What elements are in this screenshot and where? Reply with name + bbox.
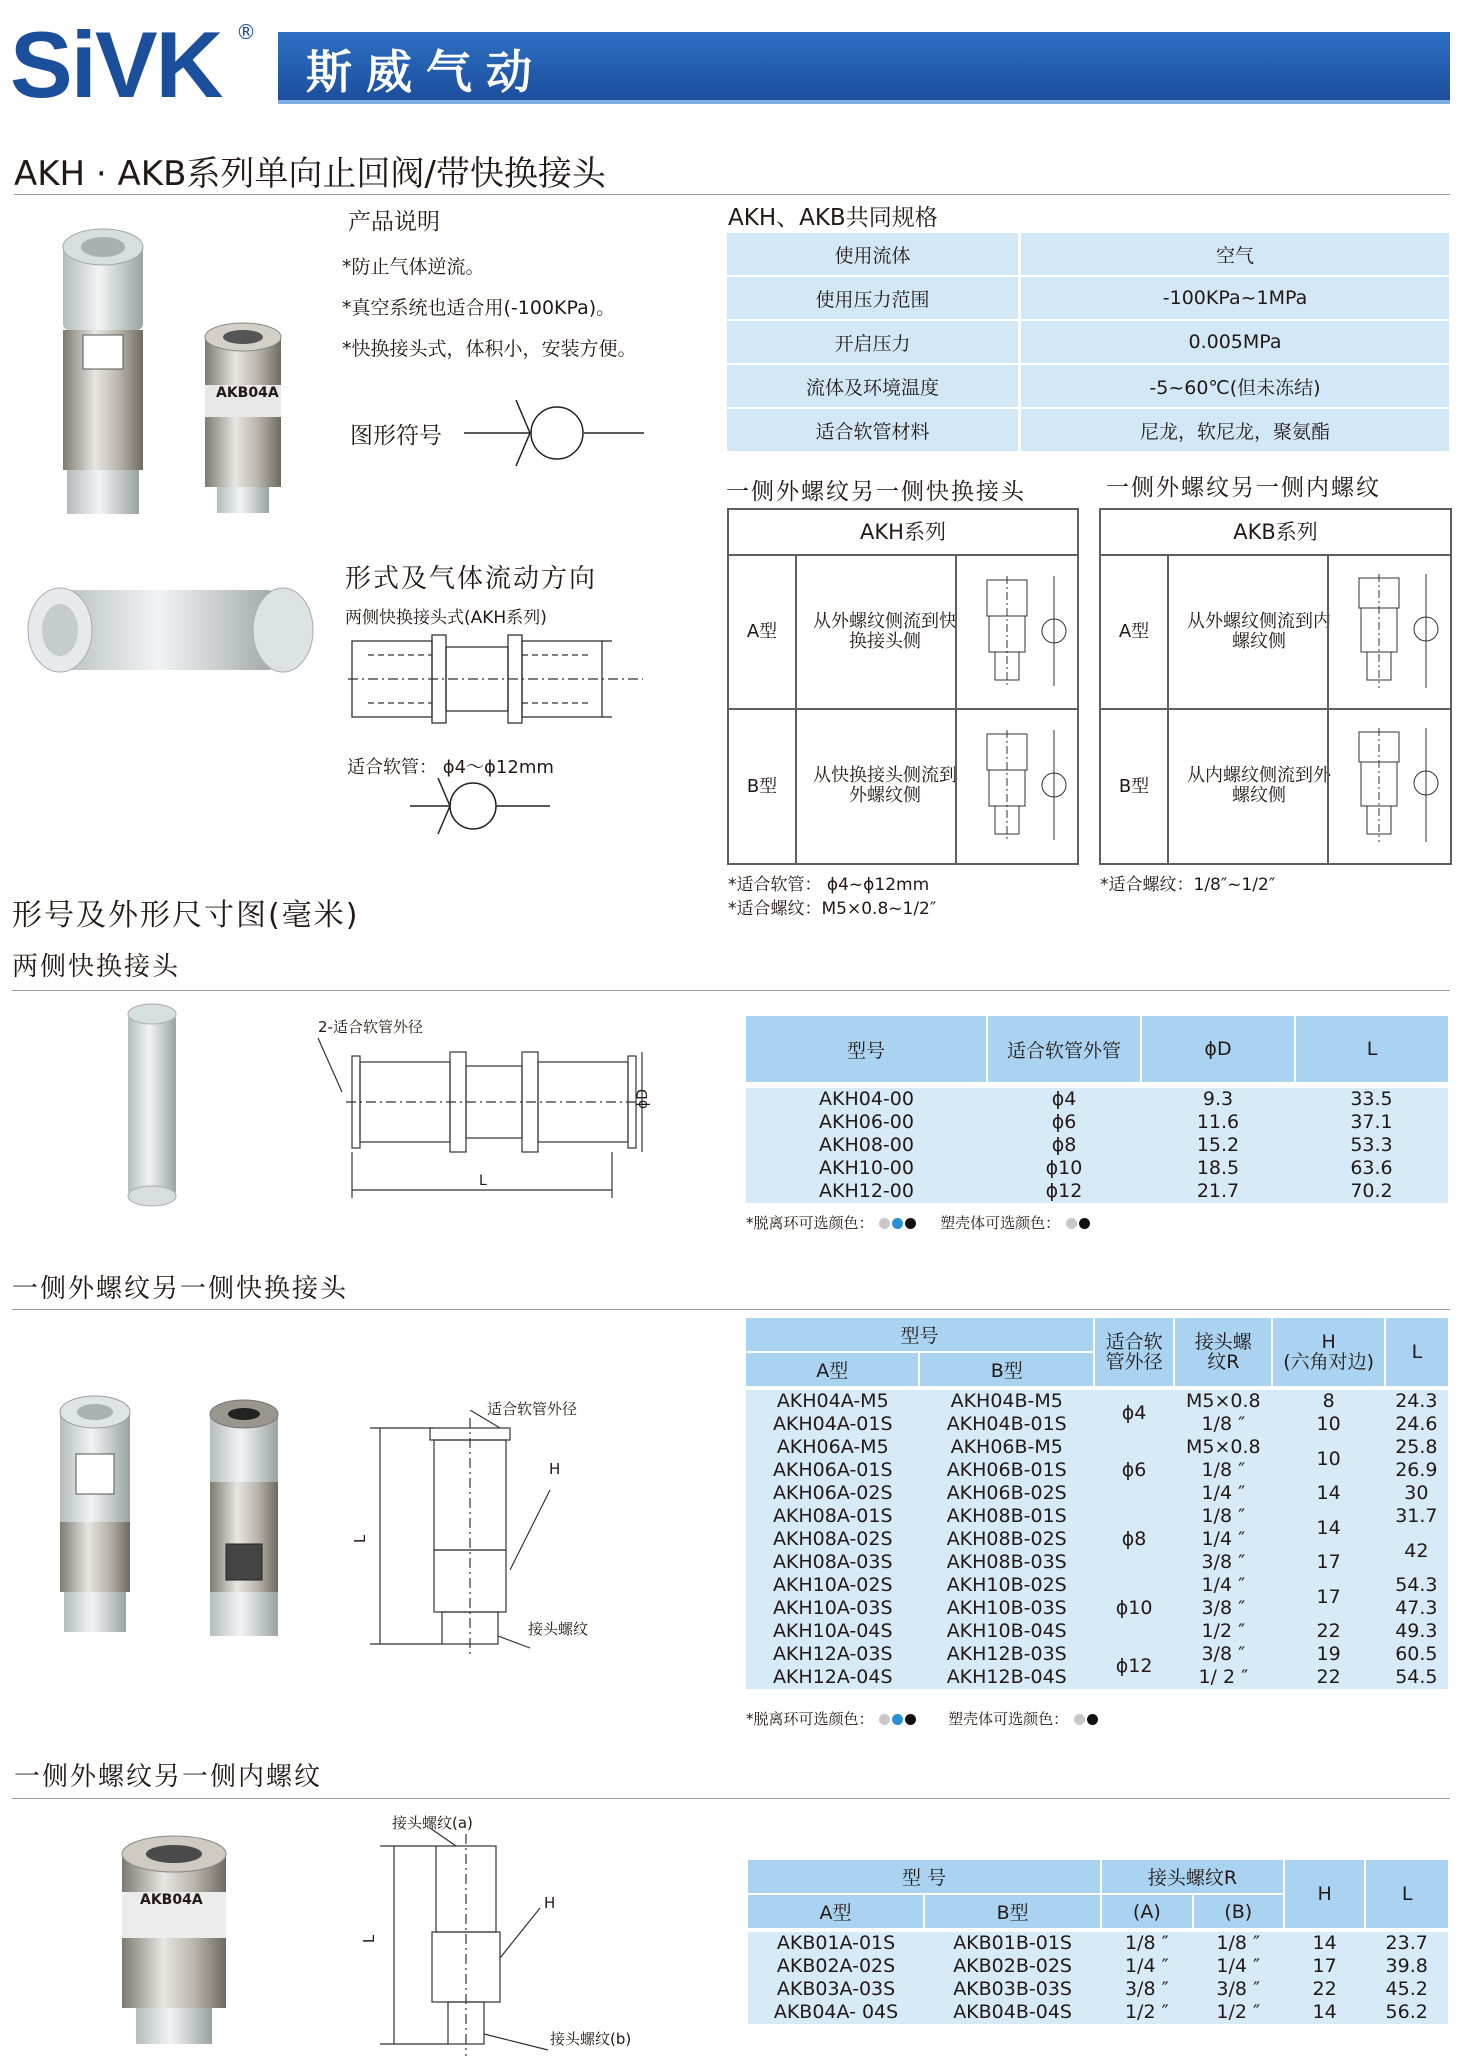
divider [12,1309,1450,1310]
cell: AKB04A- 04S [748,2001,924,2024]
akh-type-a: A型 [729,556,797,708]
cell: AKH12-00 [746,1180,987,1203]
page-title: AKH · AKB系列单向止回阀/带快换接头 [14,154,606,194]
akh-type-a-row [729,556,1077,710]
table-row [746,1111,1448,1134]
col-header: 型 号 [748,1860,1101,1894]
akb-type-b-desc: 从内螺纹侧流到外螺纹侧 [1187,765,1331,806]
cell: AKH06B-02S [919,1482,1093,1505]
cell: 31.7 [1385,1505,1448,1528]
s3-product-label: AKB04A [140,1892,203,1908]
col-header: B型 [919,1352,1093,1386]
black-dot-icon [905,1218,916,1229]
cell: AKH06B-M5 [919,1436,1093,1459]
spec-row [727,233,1449,276]
cell: 70.2 [1295,1180,1448,1203]
spec-key: 流体及环境温度 [727,364,1020,408]
cell: 37.1 [1295,1111,1448,1134]
akb-type-b-row [1101,710,1450,863]
spec-value: 空气 [1020,233,1449,276]
cell: ϕ6 [987,1111,1141,1134]
spec-row [727,276,1449,320]
cell: 60.5 [1385,1643,1448,1666]
cell: ϕ4 [987,1088,1141,1111]
cell: 1/8 ″ [1174,1413,1272,1436]
cell: 1/8 ″ [1174,1505,1272,1528]
cell: AKH08A-01S [746,1505,919,1528]
gray-dot-icon [1066,1218,1077,1229]
cell: AKB04B-04S [924,2001,1101,2024]
spec-row [727,408,1449,452]
cell: AKH04B-M5 [919,1390,1093,1413]
cell: 1/8 ″ [1101,1932,1192,1955]
akb-type-a-row [1101,556,1450,710]
section1-heading: 两侧快换接头 [12,952,181,982]
cell: 10 [1272,1436,1384,1482]
cell: 17 [1272,1574,1384,1620]
akh-type-b-desc: 从快换接头侧流到外螺纹侧 [813,765,957,806]
cell: 14 [1272,1505,1384,1551]
cell: 1/4 ″ [1101,1955,1192,1978]
black-dot-icon [905,1714,916,1725]
akh-type-b: B型 [729,710,797,863]
akh-series-title: AKH系列 [729,510,1077,556]
akh-type-b-row [729,710,1077,863]
cell: 10 [1272,1413,1384,1436]
cell: 17 [1272,1551,1384,1574]
common-spec-heading: AKH、AKB共同规格 [728,205,938,231]
color-note-label: 塑壳体可选颜色： [948,1710,1069,1728]
cell: AKH12B-04S [919,1666,1093,1689]
flow-symbol [410,778,550,834]
blue-dot-icon [892,1714,903,1725]
cell: M5×0.8 [1174,1436,1272,1459]
blue-dot-icon [892,1218,903,1229]
registered-mark: ® [236,20,256,44]
s2-dim-thread: 接头螺纹 [528,1620,589,1638]
cell: AKH10-00 [746,1157,987,1180]
cell: 1/4 ″ [1174,1528,1272,1551]
s3-dim-a: 接头螺纹(a) [392,1814,473,1832]
color-note-label: *脱离环可选颜色： [746,1214,874,1232]
cell: 56.2 [1365,2001,1448,2024]
spec-value: 尼龙，软尼龙，聚氨酯 [1020,408,1449,452]
spec-key: 使用流体 [727,233,1020,276]
cell: 1/2 ″ [1174,1620,1272,1643]
cell: 9.3 [1141,1088,1295,1111]
s1-dim-l: L [479,1173,487,1189]
cell: 33.5 [1295,1088,1448,1111]
spec-key: 开启压力 [727,320,1020,364]
spec-value: 0.005MPa [1020,320,1449,364]
section3-heading: 一侧外螺纹另一侧内螺纹 [14,1762,323,1792]
gray-dot-icon [879,1714,890,1725]
table-row [746,1436,1448,1459]
dimensions-heading: 形号及外形尺寸图(毫米) [12,898,360,933]
product-photo-inline [25,560,315,700]
akb-type-a: A型 [1101,556,1169,708]
cell: 1/2 ″ [1101,2001,1192,2024]
cell: AKH12B-03S [919,1643,1093,1666]
cell: 22 [1272,1620,1384,1643]
cell: AKH10B-03S [919,1597,1093,1620]
cell: 11.6 [1141,1111,1295,1134]
cell: 53.3 [1295,1134,1448,1157]
section1-table [746,1016,1448,1203]
table-row [748,2001,1448,2024]
cell: AKH04A-M5 [746,1390,919,1413]
akh-notes [728,873,936,921]
cell: AKH10A-04S [746,1620,919,1643]
gray-dot-icon [879,1218,890,1229]
spec-value: -100KPa~1MPa [1020,276,1449,320]
cell: AKB01B-01S [924,1932,1101,1955]
col-header: L [1365,1860,1448,1928]
cell: AKH06A-02S [746,1482,919,1505]
col-header: L [1385,1318,1448,1386]
cell: 3/8 ″ [1174,1643,1272,1666]
brand-chinese-name: 斯威气动 [306,45,546,99]
cell: AKH08B-02S [919,1528,1093,1551]
table-row [746,1505,1448,1528]
s1-dim-label: 2-适合软管外径 [318,1018,423,1036]
s3-dim-l: L [360,1934,379,1944]
col-header: (A) [1101,1894,1192,1928]
cell: 3/8 ″ [1101,1978,1192,2001]
s1-color-note [746,1212,1091,1233]
product-heading: 产品说明 [348,209,440,235]
cell: AKB03A-03S [748,1978,924,2001]
flow-subheading: 两侧快换接头式(AKH系列) [345,608,547,628]
brand-logo: SiVK [10,12,222,117]
col-header: 型号 [746,1318,1094,1352]
cell: ϕ4 [1094,1390,1174,1436]
cell: 19 [1272,1643,1384,1666]
section2-heading: 一侧外螺纹另一侧快换接头 [12,1274,349,1304]
black-dot-icon [1087,1714,1098,1725]
cell: 39.8 [1365,1955,1448,1978]
cell: 21.7 [1141,1180,1295,1203]
table-row [746,1134,1448,1157]
thread-header-text: 接头螺纹R [1194,1331,1252,1373]
akh-a-diagram [969,576,1077,688]
cell: 18.5 [1141,1157,1295,1180]
cell: 17 [1284,1955,1365,1978]
cell: 14 [1284,1932,1365,1955]
cell: AKH10A-03S [746,1597,919,1620]
col-header: A型 [748,1894,924,1928]
cell: 1/4 ″ [1174,1574,1272,1597]
s3-dim-h: H [544,1894,556,1912]
cell: AKH12A-03S [746,1643,919,1666]
akh-type-a-desc: 从外螺纹侧流到快换接头侧 [813,611,957,652]
table-row [746,1088,1448,1111]
akh-b-diagram [969,730,1077,842]
cell: AKH06A-M5 [746,1436,919,1459]
cell: AKH10B-04S [919,1620,1093,1643]
section1-photo [120,1000,200,1210]
cell: 26.9 [1385,1459,1448,1482]
table-row [746,1180,1448,1203]
cell: AKH08B-01S [919,1505,1093,1528]
gray-dot-icon [1074,1714,1085,1725]
cell: AKH08-00 [746,1134,987,1157]
col-header: (B) [1193,1894,1284,1928]
col-header: 型号 [746,1016,987,1082]
section2-table [746,1318,1448,1689]
cell: 24.3 [1385,1390,1448,1413]
cell: 1/4 ″ [1174,1482,1272,1505]
s3-dim-b: 接头螺纹(b) [550,2030,632,2048]
divider [12,990,1450,991]
bullet: *防止气体逆流。 [342,256,485,278]
section3-drawing [370,1828,600,2060]
s2-dim-h: H [549,1460,561,1478]
cell: 49.3 [1385,1620,1448,1643]
cell: AKH04A-01S [746,1413,919,1436]
col-header: L [1295,1016,1448,1082]
spec-row [727,364,1449,408]
symbol-label: 图形符号 [350,423,442,449]
akb-type-heading: 一侧外螺纹另一侧内螺纹 [1106,475,1381,501]
cell: AKH10B-02S [919,1574,1093,1597]
col-header: H (六角对边) [1272,1318,1384,1386]
divider [14,194,1450,195]
cell: AKH08A-03S [746,1551,919,1574]
cell: 30 [1385,1482,1448,1505]
tube-header-text: 适合软管外径 [1105,1331,1163,1373]
cell: 1/2 ″ [1193,2001,1284,2024]
akb-note: *适合螺纹：1/8″~1/2″ [1100,875,1276,895]
cell: 24.6 [1385,1413,1448,1436]
akb-type-a-desc: 从外螺纹侧流到内螺纹侧 [1187,611,1331,652]
section2-drawing [360,1410,590,1660]
col-header: 适合软管外管 [987,1016,1141,1082]
cell: 45.2 [1365,1978,1448,2001]
col-header: 接头螺纹R [1101,1860,1284,1894]
cell: 63.6 [1295,1157,1448,1180]
s2-color-note [746,1708,1099,1729]
table-row [748,1978,1448,2001]
cell: 1/4 ″ [1193,1955,1284,1978]
col-header: B型 [924,1894,1101,1928]
check-valve-symbol [464,400,644,470]
spec-value: -5~60℃(但未冻结) [1020,364,1449,408]
cell: AKB01A-01S [748,1932,924,1955]
flow-diagram [348,625,653,735]
cell: 1/ 2 ″ [1174,1666,1272,1689]
cell: 8 [1272,1390,1384,1413]
akh-note: *适合软管： ϕ4~ϕ12mm [728,875,930,895]
bullet: *快换接头式，体积小，安装方便。 [342,338,637,360]
cell: AKH08A-02S [746,1528,919,1551]
col-header [1174,1318,1272,1386]
cell: ϕ6 [1094,1436,1174,1505]
cell: ϕ8 [1094,1505,1174,1574]
col-header: H [1284,1860,1365,1928]
cell: AKH04-00 [746,1088,987,1111]
s2-dim-tube: 适合软管外径 [487,1400,578,1418]
section3-table [748,1860,1448,2024]
cell: M5×0.8 [1174,1390,1272,1413]
spec-row [727,320,1449,364]
cell: 3/8 ″ [1174,1551,1272,1574]
black-dot-icon [1079,1218,1090,1229]
cell: AKB02B-02S [924,1955,1101,1978]
cell: 25.8 [1385,1436,1448,1459]
cell: ϕ10 [1094,1574,1174,1643]
table-row [746,1643,1448,1666]
table-row [746,1574,1448,1597]
cell: ϕ12 [1094,1643,1174,1689]
akh-type-heading: 一侧外螺纹另一侧快换接头 [726,479,1026,505]
product-bullets [342,247,637,370]
section2-photo [50,1388,300,1638]
cell: AKH04B-01S [919,1413,1093,1436]
cell: AKH06B-01S [919,1459,1093,1482]
cell: 23.7 [1365,1932,1448,1955]
akh-series-box [727,508,1079,865]
cell: AKB02A-02S [748,1955,924,1978]
flow-heading: 形式及气体流动方向 [345,564,598,594]
cell: 15.2 [1141,1134,1295,1157]
cell: AKB03B-03S [924,1978,1101,2001]
cell: 1/8 ″ [1193,1932,1284,1955]
cell: 22 [1272,1666,1384,1689]
s2-dim-l: L [351,1534,370,1544]
col-header: A型 [746,1352,919,1386]
cell: ϕ8 [987,1134,1141,1157]
cell: 22 [1284,1978,1365,2001]
cell: 42 [1385,1528,1448,1574]
cell: AKH12A-04S [746,1666,919,1689]
akb-b-diagram [1341,728,1449,844]
cell: AKH06A-01S [746,1459,919,1482]
akh-note: *适合螺纹：M5×0.8~1/2″ [728,899,937,919]
section3-photo [110,1832,240,2047]
cell: ϕ12 [987,1180,1141,1203]
table-row [748,1932,1448,1955]
table-row [748,1955,1448,1978]
cell: 1/8 ″ [1174,1459,1272,1482]
color-note-label: *脱离环可选颜色： [746,1710,874,1728]
cell: 3/8 ″ [1193,1978,1284,2001]
cell: 47.3 [1385,1597,1448,1620]
akb-series-title: AKB系列 [1101,510,1450,556]
cell: AKH08B-03S [919,1551,1093,1574]
spec-key: 使用压力范围 [727,276,1020,320]
akb-series-box [1099,508,1452,865]
cell: 54.5 [1385,1666,1448,1689]
akb-a-diagram [1341,574,1449,690]
col-header [1094,1318,1174,1386]
akb-type-b: B型 [1101,710,1169,863]
product-photo-akh [55,225,325,515]
cell: AKH06-00 [746,1111,987,1134]
flow-tube-range: 适合软管： ϕ4～ϕ12mm [347,757,554,778]
cell: 3/8 ″ [1174,1597,1272,1620]
divider [12,1798,1450,1799]
color-note-label: 塑壳体可选颜色： [940,1214,1061,1232]
s1-dim-d: ϕD [635,1088,652,1110]
spec-key: 适合软管材料 [727,408,1020,452]
common-spec-table [727,233,1449,453]
col-header: ϕD [1141,1016,1295,1082]
table-row [746,1157,1448,1180]
cell: ϕ10 [987,1157,1141,1180]
cell: 54.3 [1385,1574,1448,1597]
cell: 14 [1284,2001,1365,2024]
product-label: AKB04A [216,385,279,401]
cell: 14 [1272,1482,1384,1505]
cell: AKH10A-02S [746,1574,919,1597]
bullet: *真空系统也适合用(-100KPa)。 [342,297,616,319]
table-row [746,1390,1448,1413]
